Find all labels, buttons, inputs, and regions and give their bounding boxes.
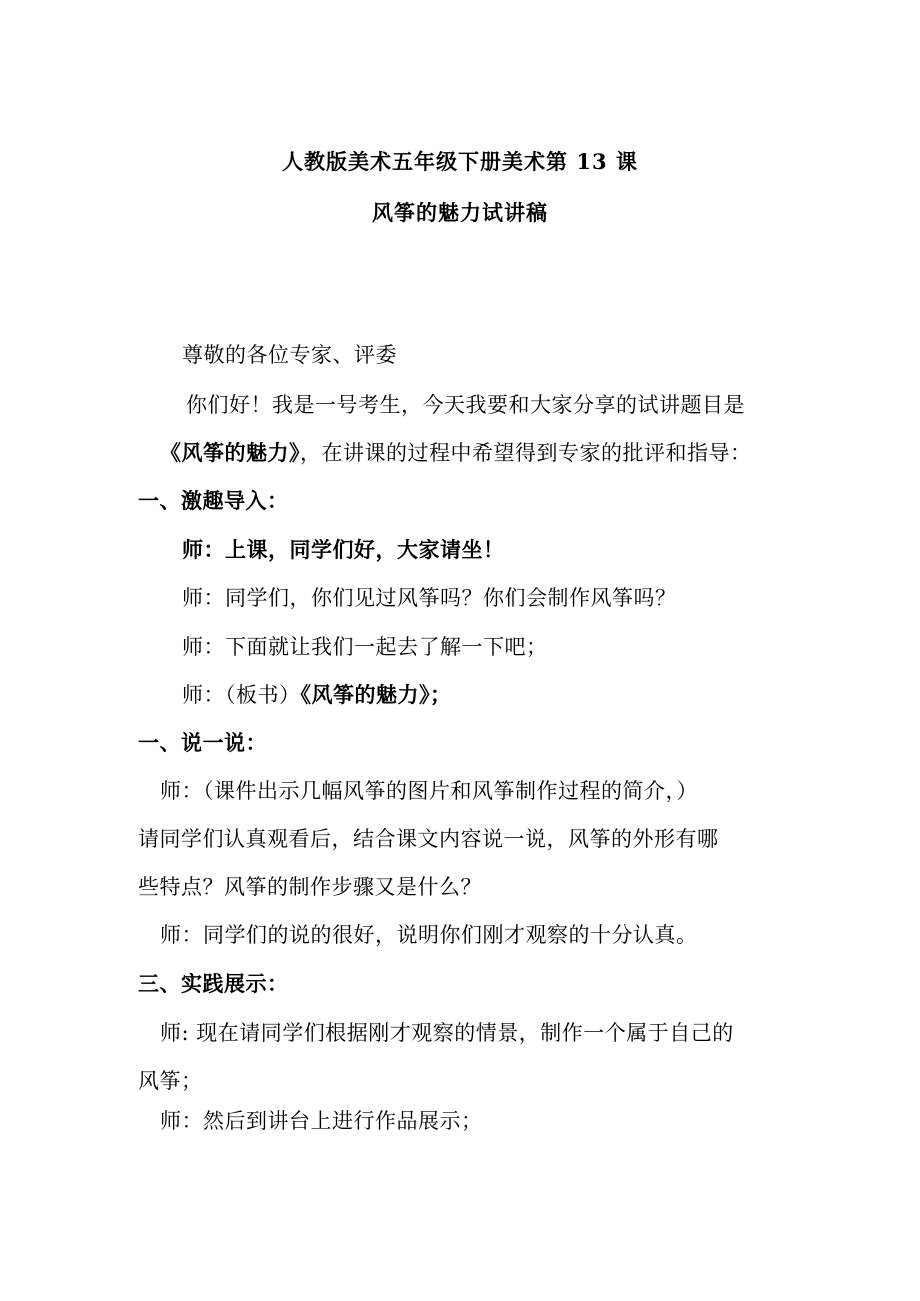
section-1-paragraph-3: 师：下面就让我们一起去了解一下吧； [182,635,548,659]
section-2-heading: 一、说一说： [138,730,267,755]
document-title-line1: 人教版美术五年级下册美术第 13 课 [282,149,638,174]
section-1-heading: 一、激趣导入： [138,488,289,513]
section-1-paragraph-1: 师：上课，同学们好，大家请坐！ [182,537,505,562]
intro-line1: 你们好！我是一号考生，今天我要和大家分享的试讲题目是 [186,393,745,417]
section-3-paragraph-1-line1: 师: 现在请同学们根据刚才观察的情景，制作一个属于自己的 [160,1021,734,1045]
intro-line2 [160,438,752,468]
section-2-paragraph-1-line2: 请同学们认真观看后，结合课文内容说一说，风筝的外形有哪 [138,827,719,851]
greeting: 尊敬的各位专家、评委 [182,343,397,367]
section-3-paragraph-2: 师：然后到讲台上进行作品展示； [160,1109,483,1133]
section-2-paragraph-2: 师：同学们的说的很好，说明你们刚才观察的十分认真。 [160,923,698,947]
section-3-heading: 三、实践展示： [138,971,289,996]
intro-line2-rest: ，在讲课的过程中希望得到专家的批评和指导： [300,441,752,465]
section-1-paragraph-2: 师：同学们，你们见过风筝吗？你们会制作风筝吗？ [182,586,677,610]
intro-topic: 《风筝的魅力》 [160,440,300,465]
board-writing-prefix: 师：（板书） [182,683,301,707]
board-writing-topic: 《风筝的魅力》； [300,682,452,707]
section-2-paragraph-1-line3: 些特点？风筝的制作步骤又是什么？ [138,875,482,899]
section-1-paragraph-4 [182,680,452,710]
section-3-paragraph-1-line2: 风筝； [138,1069,203,1093]
section-2-paragraph-1-line1: 师：（课件出示几幅风筝的图片和风筝制作过程的简介，） [160,779,698,803]
document-title-line2: 风筝的魅力试讲稿 [372,200,548,225]
